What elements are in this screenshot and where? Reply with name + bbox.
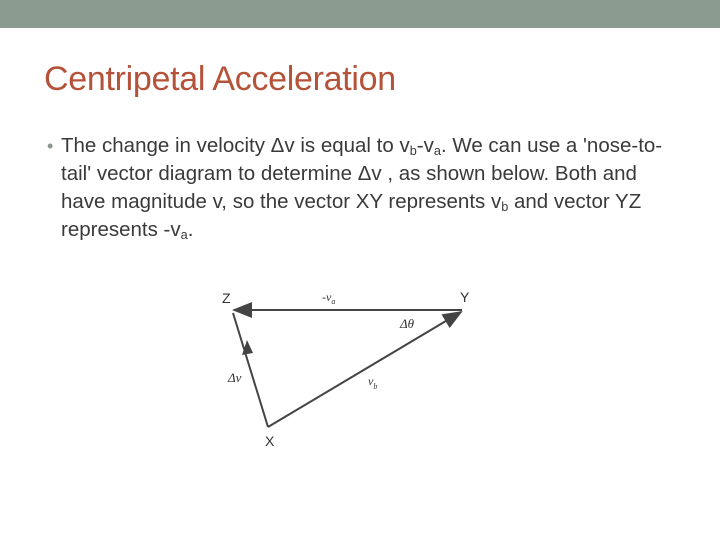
label-delta-v: Δv	[228, 370, 242, 385]
text-part-2: -v	[416, 134, 434, 157]
vector-xy-line	[268, 312, 461, 427]
subscript-b: b	[409, 143, 417, 159]
label-y: Y	[460, 289, 470, 305]
bullet-marker: •	[47, 136, 54, 156]
bullet-text	[47, 132, 687, 244]
slide-title: Centripetal Acceleration	[44, 60, 396, 98]
label-vb: $v_b$	[368, 374, 378, 391]
label-neg-va: $-v_a$	[322, 290, 336, 306]
text-part-3: . We can use a 'nose-to-tail' vector diagram to determine Δv , as shown below. Both and have magnitude v, so the vector XY represents v	[61, 134, 663, 213]
subscript-b: b	[501, 199, 509, 215]
label-delta-theta: Δθ	[400, 316, 415, 331]
subscript-a: a	[180, 227, 188, 243]
label-x: X	[265, 433, 275, 449]
text-part-4: and vector YZ represents -v	[61, 190, 642, 241]
subscript-a: a	[433, 143, 441, 159]
label-z: Z	[222, 290, 231, 306]
text-part-5: .	[187, 218, 194, 241]
text-part-1: The change in velocity Δv is equal to v	[61, 134, 410, 157]
top-accent-bar	[0, 0, 720, 28]
bullet-paragraph	[47, 132, 687, 244]
vector-diagram	[200, 280, 500, 460]
